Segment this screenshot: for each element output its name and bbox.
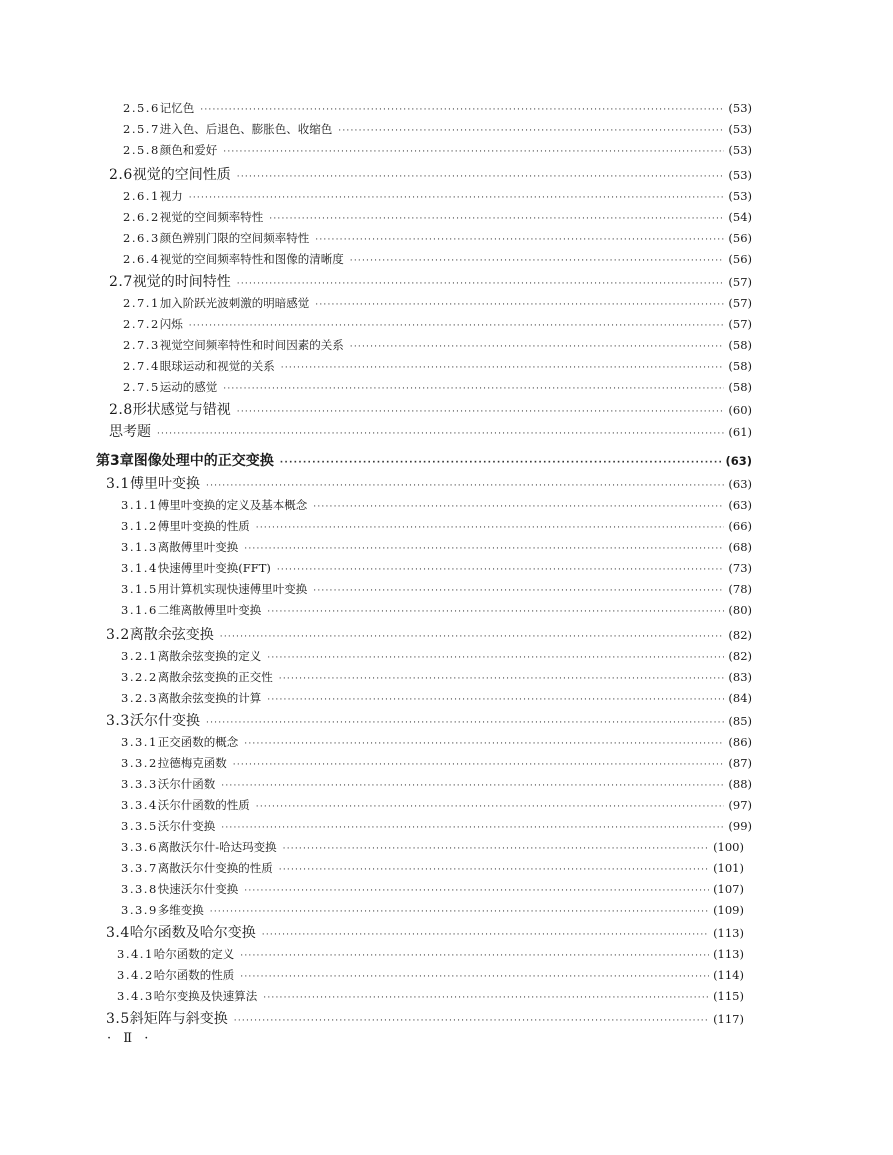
- toc-entry-title: 视觉的空间频率特性: [159, 210, 264, 224]
- toc-entry-page: (57): [728, 296, 752, 310]
- toc-entry-number: 3.1.6: [121, 603, 158, 617]
- dot-leader: [313, 503, 724, 512]
- toc-entry-title: 眼球运动和视觉的关系: [159, 359, 275, 373]
- toc-entry: [121, 672, 752, 684]
- toc-entry-title: 快速傅里叶变换(FFT): [157, 561, 271, 575]
- dot-leader: [206, 482, 724, 491]
- toc-entry: [109, 168, 752, 182]
- toc-entry-page: (100): [713, 840, 744, 854]
- toc-entry-title: 沃尔什变换: [157, 819, 216, 833]
- toc-entry-title: 哈尔函数及哈尔变换: [129, 925, 256, 941]
- dot-leader: [233, 761, 725, 770]
- dot-leader: [263, 994, 709, 1003]
- toc-entry: [106, 714, 752, 728]
- toc-entry-page: (58): [728, 380, 752, 394]
- toc-entry-number: 3.4: [106, 925, 130, 941]
- dot-leader: [350, 343, 725, 352]
- toc-entry-number: 3.1.1: [121, 498, 158, 512]
- toc-entry-title: 用计算机实现快速傅里叶变换: [157, 582, 308, 596]
- toc-entry: [106, 477, 752, 491]
- toc-entry-title: 离散沃尔什变换的性质: [157, 861, 273, 875]
- toc-entry-page: (82): [728, 649, 752, 663]
- dot-leader: [256, 803, 725, 812]
- toc-entry-number: 3.3.7: [121, 861, 158, 875]
- page-folio: · Ⅱ ·: [107, 1031, 153, 1046]
- toc-entry-title: 傅里叶变换的性质: [157, 519, 250, 533]
- toc-entry: [106, 1012, 744, 1026]
- dot-leader: [240, 973, 709, 982]
- toc-entry: [123, 319, 752, 331]
- dot-leader: [237, 280, 725, 289]
- toc-entry-title: 离散余弦变换的正交性: [157, 670, 273, 684]
- toc-entry-page: (83): [728, 670, 752, 684]
- toc-entry-page: (85): [728, 714, 752, 728]
- toc-entry-number: 3.5: [106, 1011, 130, 1027]
- toc-entry-title: 离散傅里叶变换: [157, 540, 239, 554]
- toc-entry: [96, 454, 752, 468]
- toc-entry: [121, 821, 752, 833]
- toc-entry-title: 视力: [159, 189, 183, 203]
- toc-entry-number: 3.2.3: [121, 691, 158, 705]
- toc-entry-title: 哈尔变换及快速算法: [153, 989, 258, 1003]
- toc-entry-number: 3.3.4: [121, 798, 158, 812]
- toc-entry-title: 视觉空间频率特性和时间因素的关系: [159, 338, 344, 352]
- toc-entry: [121, 737, 752, 749]
- toc-entry-title: 沃尔什函数的性质: [157, 798, 250, 812]
- toc-entry-number: 3.3.8: [121, 882, 158, 896]
- toc-entry-title: 进入色、后退色、膨胀色、收缩色: [159, 122, 333, 136]
- toc-entry: [123, 212, 752, 224]
- toc-entry-title: 二维离散傅里叶变换: [157, 603, 262, 617]
- toc-entry-title: 拉德梅克函数: [157, 756, 227, 770]
- toc-entry-page: (99): [728, 819, 752, 833]
- toc-entry-title: 思考题: [109, 424, 151, 440]
- toc-entry: [109, 275, 752, 289]
- toc-entry-page: (53): [728, 122, 752, 136]
- dot-leader: [350, 257, 725, 266]
- dot-leader: [267, 696, 724, 705]
- dot-leader: [279, 675, 725, 684]
- toc-entry-page: (63): [728, 477, 752, 491]
- toc-entry-page: (109): [713, 903, 744, 917]
- toc-entry: [123, 361, 752, 373]
- toc-entry-page: (58): [728, 359, 752, 373]
- toc-entry-page: (87): [728, 756, 752, 770]
- toc-entry-title: 离散沃尔什-哈达玛变换: [157, 840, 277, 854]
- toc-entry-page: (107): [713, 882, 744, 896]
- toc-entry-page: (57): [728, 317, 752, 331]
- toc-entry-page: (84): [728, 691, 752, 705]
- toc-entry-title: 离散余弦变换的计算: [157, 691, 262, 705]
- toc-entry-number: 2.6.1: [123, 189, 160, 203]
- toc-entry-number: 2.7.2: [123, 317, 160, 331]
- toc-entry-page: (73): [728, 561, 752, 575]
- dot-leader: [315, 301, 724, 310]
- toc-entry-page: (113): [713, 926, 744, 940]
- toc-entry-page: (61): [728, 425, 752, 439]
- toc-entry: [121, 651, 752, 663]
- dot-leader: [244, 887, 709, 896]
- toc-entry-number: 2.6.2: [123, 210, 160, 224]
- dot-leader: [283, 845, 709, 854]
- dot-leader: [269, 215, 724, 224]
- toc-entry-number: 3.1.2: [121, 519, 158, 533]
- dot-leader: [157, 430, 724, 439]
- dot-leader: [277, 566, 725, 575]
- toc-entry: [123, 103, 752, 115]
- toc-entry-page: (53): [728, 189, 752, 203]
- toc-entry: [121, 800, 752, 812]
- toc-entry-title: 形状感觉与错视: [132, 402, 231, 418]
- toc-entry-title: 闪烁: [159, 317, 183, 331]
- toc-entry-page: (54): [728, 210, 752, 224]
- dot-leader: [189, 322, 725, 331]
- toc-entry: [106, 628, 752, 642]
- toc-entry-number: 3.3.1: [121, 735, 158, 749]
- toc-entry-title: 颜色和爱好: [159, 143, 218, 157]
- toc-entry: [109, 403, 752, 417]
- toc-entry-page: (57): [728, 275, 752, 289]
- toc-entry-number: 2.6: [109, 167, 133, 183]
- dot-leader: [280, 459, 722, 468]
- toc-entry: [121, 758, 752, 770]
- dot-leader: [223, 385, 724, 394]
- toc-entry-title: 离散余弦变换的定义: [157, 649, 262, 663]
- dot-leader: [223, 148, 724, 157]
- toc-entry: [123, 124, 752, 136]
- toc-entry-number: 3.1.5: [121, 582, 158, 596]
- toc-entry-number: 3.3: [106, 713, 130, 729]
- dot-leader: [338, 127, 724, 136]
- toc-entry: [121, 884, 744, 896]
- dot-leader: [206, 719, 724, 728]
- toc-entry: [123, 191, 752, 203]
- toc-entry: [121, 605, 752, 617]
- toc-entry: [121, 500, 752, 512]
- toc-entry-title: 视觉的空间频率特性和图像的清晰度: [159, 252, 344, 266]
- toc-entry-number: 3.2: [106, 627, 130, 643]
- toc-entry-number: 3.2.1: [121, 649, 158, 663]
- toc-entry-number: 2.5.8: [123, 143, 160, 157]
- toc-entry-title: 视觉的空间性质: [132, 167, 231, 183]
- toc-entry-page: (53): [728, 168, 752, 182]
- dot-leader: [256, 524, 725, 533]
- dot-leader: [267, 608, 724, 617]
- toc-entry-title: 颜色辨别门限的空间频率特性: [159, 231, 310, 245]
- dot-leader: [234, 1017, 709, 1026]
- toc-entry-number: 2.7.5: [123, 380, 160, 394]
- toc-entry-page: (101): [713, 861, 744, 875]
- dot-leader: [240, 952, 709, 961]
- toc-entry: [121, 842, 744, 854]
- toc-entry: [121, 521, 752, 533]
- toc-entry-title: 傅里叶变换: [130, 476, 201, 492]
- toc-entry-page: (66): [728, 519, 752, 533]
- toc-entry: [121, 584, 752, 596]
- toc-entry: [117, 949, 744, 961]
- dot-leader: [189, 194, 725, 203]
- toc-entry-title: 视觉的时间特性: [132, 274, 231, 290]
- toc-entry-number: 2.5.6: [123, 101, 160, 115]
- toc-entry-page: (53): [728, 143, 752, 157]
- toc-entry: [121, 905, 744, 917]
- toc-entry-number: 2.8: [109, 402, 133, 418]
- toc-entry-page: (114): [713, 968, 744, 982]
- dot-leader: [200, 106, 724, 115]
- toc-entry: [106, 926, 744, 940]
- toc-entry-title: 沃尔什变换: [130, 713, 201, 729]
- toc-entry-title: 傅里叶变换的定义及基本概念: [157, 498, 308, 512]
- toc-entry: [121, 693, 752, 705]
- toc-entry-number: 3.4.2: [117, 968, 154, 982]
- toc-entry-title: 图像处理中的正交变换: [133, 453, 274, 469]
- toc-entry-title: 离散余弦变换: [129, 627, 214, 643]
- toc-entry-number: 第3章: [96, 453, 134, 469]
- toc-entry-title: 多维变换: [157, 903, 204, 917]
- toc-entry-page: (63): [728, 498, 752, 512]
- toc-entry-number: 2.5.7: [123, 122, 160, 136]
- toc-entry-page: (97): [728, 798, 752, 812]
- dot-leader: [244, 545, 724, 554]
- toc-entry-page: (117): [713, 1012, 744, 1026]
- dot-leader: [267, 654, 724, 663]
- dot-leader: [262, 931, 709, 940]
- toc-entry-title: 记忆色: [159, 101, 195, 115]
- dot-leader: [281, 364, 725, 373]
- toc-entry-title: 哈尔函数的定义: [153, 947, 235, 961]
- dot-leader: [313, 587, 724, 596]
- toc-entry-number: 3.3.6: [121, 840, 158, 854]
- toc-entry-number: 3.4.1: [117, 947, 154, 961]
- toc-entry-number: 2.6.4: [123, 252, 160, 266]
- toc-entry-page: (113): [713, 947, 744, 961]
- toc-entry-page: (82): [728, 628, 752, 642]
- toc-entry: [123, 254, 752, 266]
- toc-entry-page: (56): [728, 231, 752, 245]
- toc-entry-title: 正交函数的概念: [157, 735, 239, 749]
- toc-entry-number: 2.6.3: [123, 231, 160, 245]
- dot-leader: [210, 908, 709, 917]
- toc-entry-page: (115): [713, 989, 744, 1003]
- toc-entry-number: 3.1.4: [121, 561, 158, 575]
- toc-entry: [123, 145, 752, 157]
- toc-entry: [109, 425, 752, 439]
- toc-entry-number: 2.7.3: [123, 338, 160, 352]
- toc-entry-number: 2.7: [109, 274, 133, 290]
- toc-entry-page: (78): [728, 582, 752, 596]
- toc-entry: [121, 779, 752, 791]
- toc-entry-number: 3.4.3: [117, 989, 154, 1003]
- toc-entry-number: 2.7.1: [123, 296, 160, 310]
- toc-entry-number: 3.1.3: [121, 540, 158, 554]
- dot-leader: [315, 236, 724, 245]
- toc-entry-title: 沃尔什函数: [157, 777, 216, 791]
- toc-entry: [123, 382, 752, 394]
- toc-entry-page: (88): [728, 777, 752, 791]
- toc-entry-title: 快速沃尔什变换: [157, 882, 239, 896]
- toc-entry: [123, 298, 752, 310]
- toc-entry: [121, 863, 744, 875]
- toc-entry-number: 3.3.3: [121, 777, 158, 791]
- toc-entry-page: (80): [728, 603, 752, 617]
- toc-entry-number: 3.3.2: [121, 756, 158, 770]
- toc-entry-number: 3.3.5: [121, 819, 158, 833]
- toc-entry-number: 2.7.4: [123, 359, 160, 373]
- toc-entry-title: 加入阶跃光波刺激的明暗感觉: [159, 296, 310, 310]
- toc-entry-page: (53): [728, 101, 752, 115]
- toc-entry: [117, 991, 744, 1003]
- toc-entry-page: (68): [728, 540, 752, 554]
- dot-leader: [237, 408, 725, 417]
- dot-leader: [221, 824, 724, 833]
- toc-entry-page: (86): [728, 735, 752, 749]
- dot-leader: [221, 782, 724, 791]
- toc-entry-title: 斜矩阵与斜变换: [129, 1011, 228, 1027]
- toc-entry-page: (56): [728, 252, 752, 266]
- dot-leader: [220, 633, 725, 642]
- toc-entry-title: 运动的感觉: [159, 380, 218, 394]
- toc-entry: [117, 970, 744, 982]
- toc-entry: [123, 340, 752, 352]
- toc-entry-page: (58): [728, 338, 752, 352]
- dot-leader: [244, 740, 724, 749]
- toc-entry: [123, 233, 752, 245]
- dot-leader: [237, 173, 725, 182]
- toc-entry-number: 3.1: [106, 476, 130, 492]
- toc-entry: [121, 563, 752, 575]
- toc-entry-page: (63): [725, 454, 752, 468]
- toc-entry-title: 哈尔函数的性质: [153, 968, 235, 982]
- toc-entry: [121, 542, 752, 554]
- dot-leader: [279, 866, 709, 875]
- toc-entry-number: 3.3.9: [121, 903, 158, 917]
- toc-entry-page: (60): [728, 403, 752, 417]
- toc-entry-number: 3.2.2: [121, 670, 158, 684]
